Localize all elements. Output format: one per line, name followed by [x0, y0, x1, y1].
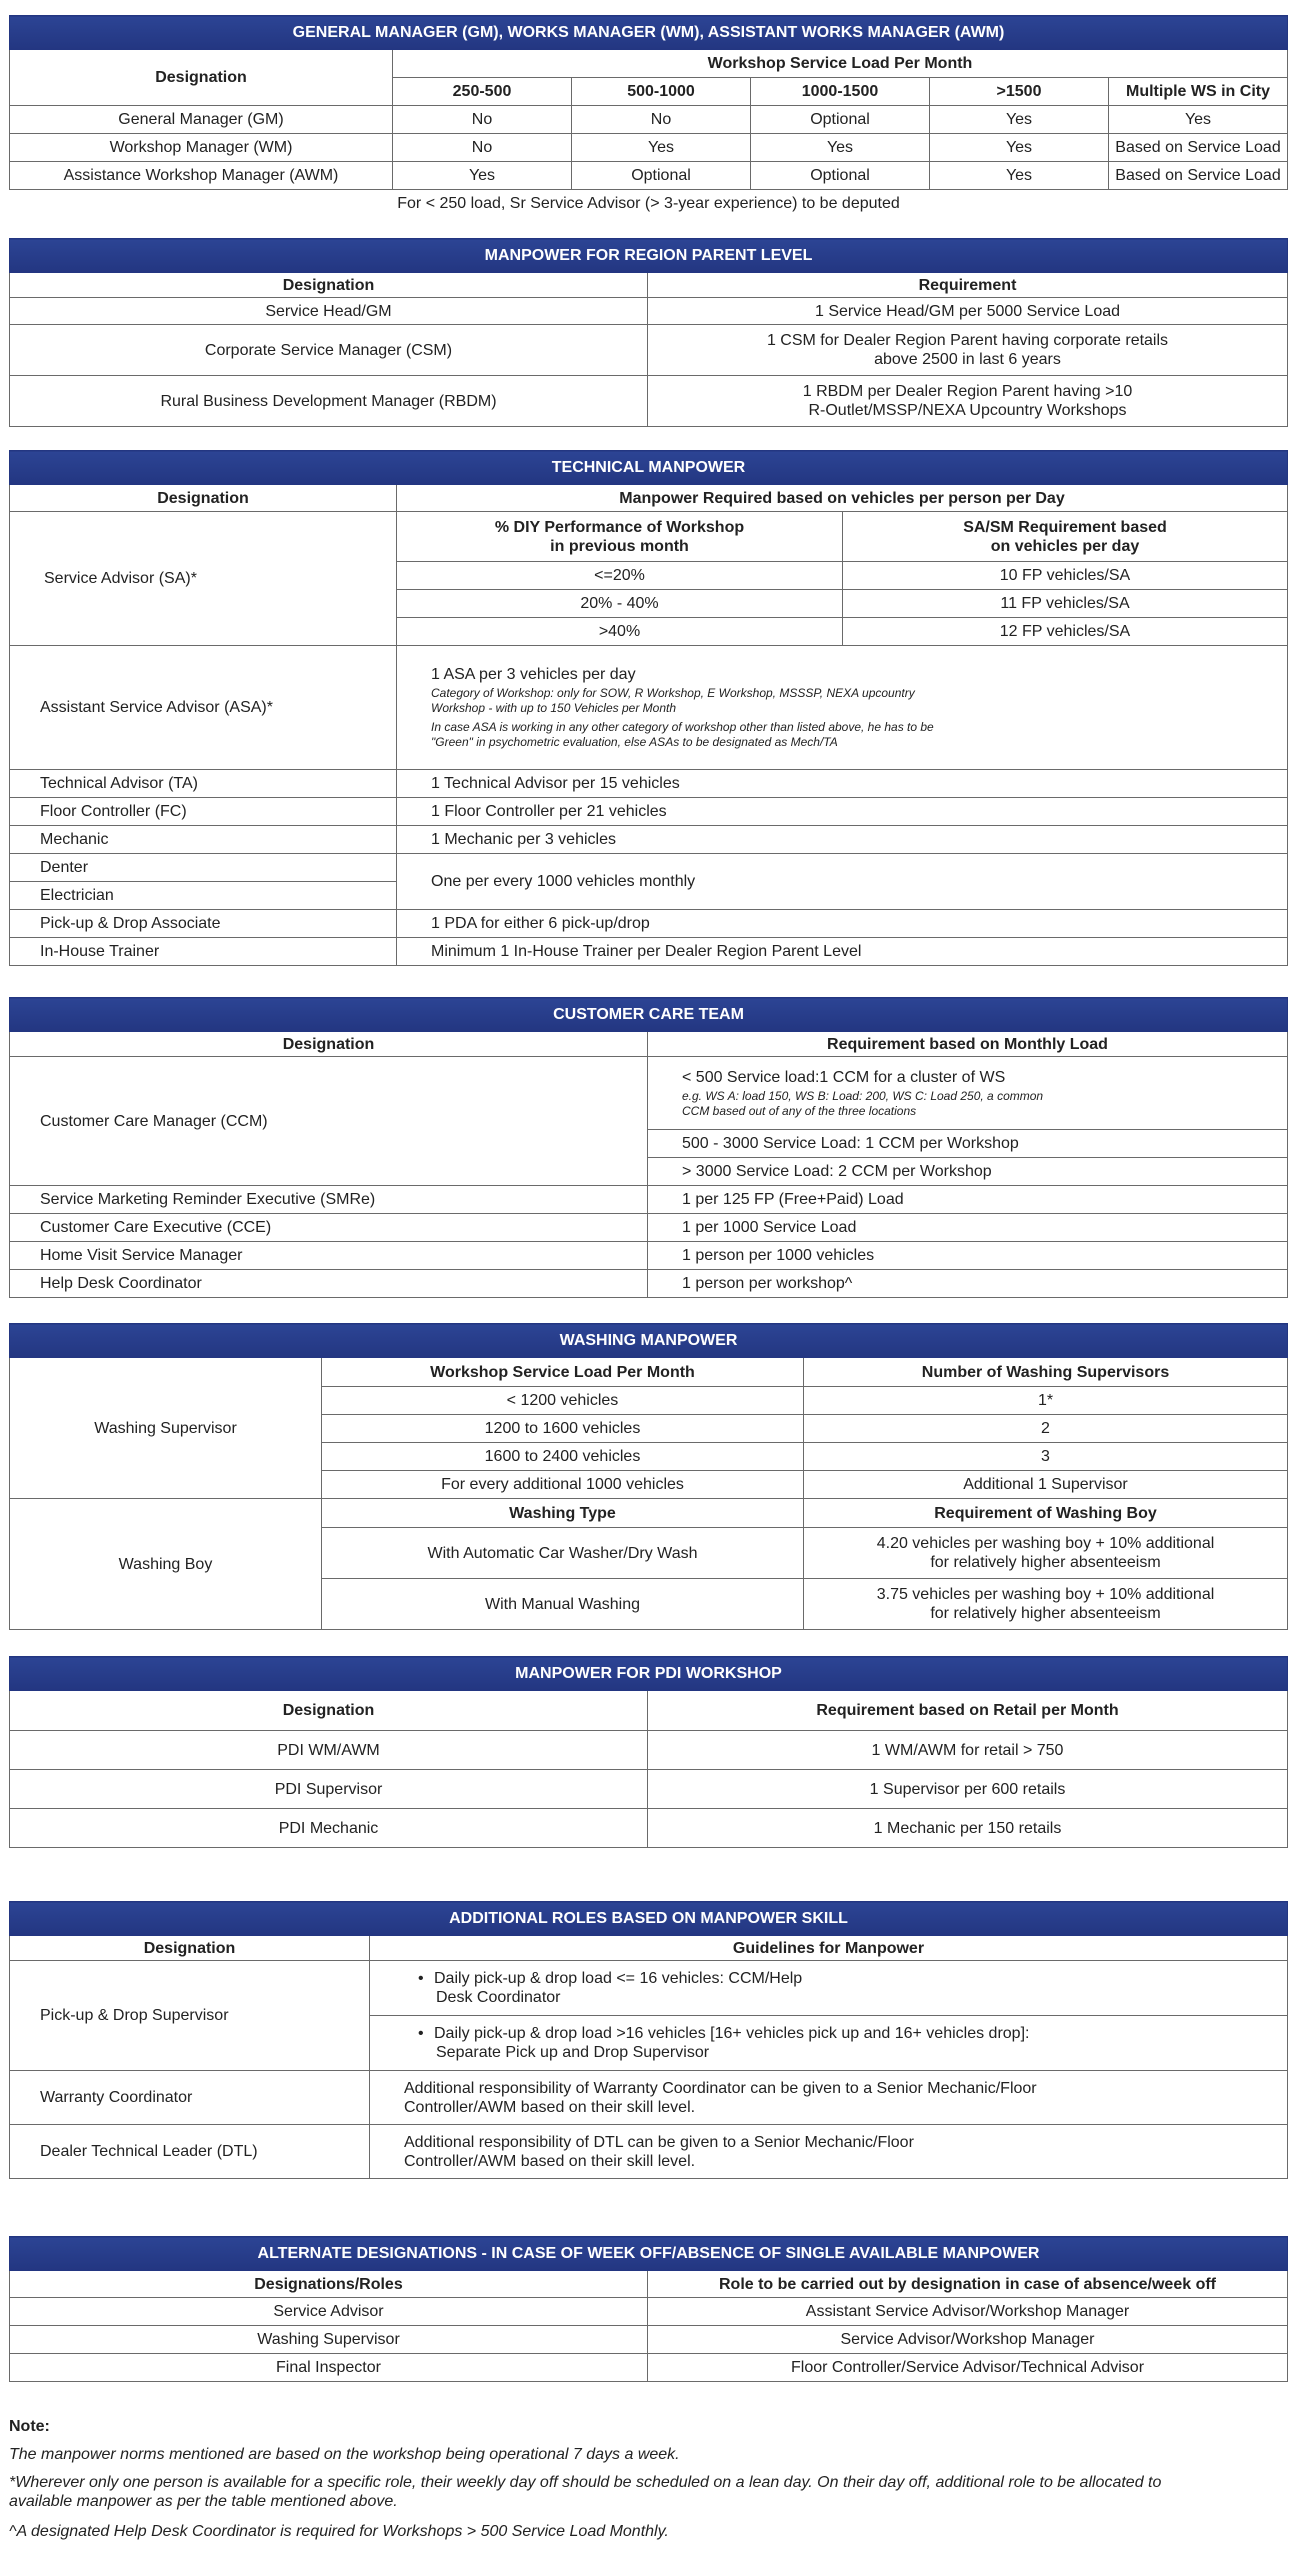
note-text: available manpower as per the table mentioned above.: [9, 2493, 398, 2510]
pds-guideline: [370, 1961, 1288, 2016]
ccm-requirement: [648, 1057, 1288, 1130]
alt-table: [9, 2236, 1288, 2382]
row-label: Customer Care Executive (CCE): [10, 1214, 648, 1242]
cell: >40%: [397, 618, 843, 646]
table-row: [10, 1809, 1288, 1848]
tech-table: [9, 450, 1288, 966]
cell: 500 - 3000 Service Load: 1 CCM per Workshop: [648, 1130, 1288, 1158]
extra-title: ADDITIONAL ROLES BASED ON MANPOWER SKILL: [10, 1902, 1288, 1936]
pds-guideline: [370, 2016, 1288, 2071]
supervisor-label: Washing Supervisor: [10, 1358, 322, 1499]
tech-title: TECHNICAL MANPOWER: [10, 451, 1288, 485]
header-line: % DIY Performance of Workshop: [494, 518, 745, 536]
cell: Service Advisor/Workshop Manager: [648, 2326, 1288, 2354]
table-row: [10, 298, 1288, 325]
care-designation-header: Designation: [10, 1032, 648, 1057]
asa-label: Assistant Service Advisor (ASA)*: [10, 646, 397, 770]
gm-col-header: >1500: [930, 78, 1109, 106]
cell: Yes: [930, 106, 1109, 134]
guideline-line: Daily pick-up & drop load >16 vehicles [16+ vehicles pick up and 16+ vehicles drop]:: [434, 2025, 1030, 2042]
row-label: Electrician: [10, 882, 397, 910]
alt-designation-header: Designations/Roles: [10, 2271, 648, 2298]
extra-guidelines-header: Guidelines for Manpower: [370, 1936, 1288, 1961]
row-label: General Manager (GM): [10, 106, 393, 134]
cell: 1 PDA for either 6 pick-up/drop: [397, 910, 1288, 938]
cell: Yes: [393, 162, 572, 190]
cell-line: for relatively higher absenteeism: [930, 1605, 1161, 1622]
row-label: Final Inspector: [10, 2354, 648, 2382]
care-title: CUSTOMER CARE TEAM: [10, 998, 1288, 1032]
region-requirement-header: Requirement: [648, 273, 1288, 298]
cell: For every additional 1000 vehicles: [322, 1471, 804, 1499]
table-row: [10, 1186, 1288, 1214]
cell: Minimum 1 In-House Trainer per Dealer Region Parent Level: [397, 938, 1288, 966]
row-label: Service Marketing Reminder Executive (SMRe): [10, 1186, 648, 1214]
region-designation-header: Designation: [10, 273, 648, 298]
cell: [648, 376, 1288, 427]
table-row: [10, 854, 1288, 882]
table-row: [10, 106, 1288, 134]
cell: 10 FP vehicles/SA: [843, 562, 1288, 590]
gm-section: [9, 15, 1288, 218]
guideline-line: Separate Pick up and Drop Supervisor: [436, 2044, 710, 2061]
cell: With Manual Washing: [322, 1579, 804, 1630]
cell: Floor Controller/Service Advisor/Technical Advisor: [648, 2354, 1288, 2382]
table-row: [10, 938, 1288, 966]
pds-label: Pick-up & Drop Supervisor: [10, 1961, 370, 2071]
notes-heading: Note:: [9, 2418, 50, 2435]
cell: 1600 to 2400 vehicles: [322, 1443, 804, 1471]
note-line: The manpower norms mentioned are based on the workshop being operational 7 days a week.: [9, 2446, 680, 2463]
bullet-icon: •: [418, 1970, 424, 1987]
cell: 1 per 1000 Service Load: [648, 1214, 1288, 1242]
wash-table: [9, 1323, 1288, 1630]
cell: Yes: [930, 134, 1109, 162]
cell: 1 person per workshop^: [648, 1270, 1288, 1298]
tech-section: [9, 450, 1288, 966]
sa-label: Service Advisor (SA)*: [10, 512, 397, 646]
cell: [648, 325, 1288, 376]
gm-footnote: For < 250 load, Sr Service Advisor (> 3-year experience) to be deputed: [397, 195, 900, 212]
cell-line: 1 RBDM per Dealer Region Parent having >10: [802, 383, 1133, 400]
tech-designation-header: Designation: [10, 485, 397, 512]
cell: Optional: [751, 106, 930, 134]
table-row: [10, 1214, 1288, 1242]
washing-boy-label: Washing Boy: [10, 1499, 322, 1630]
note-text: *Wherever only one person is available for a specific role, their weekly day off should be scheduled on a lean day. On their day off, additional role to be allocated to: [9, 2474, 1162, 2491]
cell: 12 FP vehicles/SA: [843, 618, 1288, 646]
cell: <=20%: [397, 562, 843, 590]
cell: 1 per 125 FP (Free+Paid) Load: [648, 1186, 1288, 1214]
table-row: [10, 2326, 1288, 2354]
note-line: [9, 2473, 1288, 2511]
row-label: PDI Supervisor: [10, 1770, 648, 1809]
bullet-icon: •: [418, 2025, 424, 2042]
cell: Yes: [1109, 106, 1288, 134]
header-line: on vehicles per day: [990, 537, 1140, 555]
wash-title: WASHING MANPOWER: [10, 1324, 1288, 1358]
asa-note: Workshop - with up to 150 Vehicles per Month: [431, 701, 677, 715]
cell: 1 WM/AWM for retail > 750: [648, 1731, 1288, 1770]
row-label: Denter: [10, 854, 397, 882]
care-table: [9, 997, 1288, 1298]
cell-line: Controller/AWM based on their skill level.: [404, 2152, 696, 2170]
pdi-table: [9, 1656, 1288, 1848]
region-title: MANPOWER FOR REGION PARENT LEVEL: [10, 239, 1288, 273]
cell: 1 Floor Controller per 21 vehicles: [397, 798, 1288, 826]
row-label: Dealer Technical Leader (DTL): [10, 2125, 370, 2179]
cell: Based on Service Load: [1109, 134, 1288, 162]
pdi-section: [9, 1656, 1288, 1848]
table-row: [10, 162, 1288, 190]
row-label: Workshop Manager (WM): [10, 134, 393, 162]
cell: Yes: [930, 162, 1109, 190]
cell: 1 person per 1000 vehicles: [648, 1242, 1288, 1270]
row-label: Pick-up & Drop Associate: [10, 910, 397, 938]
gm-col-header: 1000-1500: [751, 78, 930, 106]
cell: Yes: [572, 134, 751, 162]
cell-line: R-Outlet/MSSP/NEXA Upcountry Workshops: [808, 402, 1127, 419]
asa-main: 1 ASA per 3 vehicles per day: [431, 666, 636, 683]
table-row: [10, 2298, 1288, 2326]
cell: < 1200 vehicles: [322, 1387, 804, 1415]
row-label: Service Head/GM: [10, 298, 648, 325]
row-label: Mechanic: [10, 826, 397, 854]
gm-col-header: 500-1000: [572, 78, 751, 106]
table-row: [10, 2354, 1288, 2382]
row-label: Home Visit Service Manager: [10, 1242, 648, 1270]
cell-line: Additional responsibility of DTL can be given to a Senior Mechanic/Floor: [404, 2133, 914, 2151]
cell: Optional: [751, 162, 930, 190]
cell-line: Controller/AWM based on their skill level.: [404, 2098, 696, 2116]
ccm-label: Customer Care Manager (CCM): [10, 1057, 648, 1186]
tech-requirement-header: Manpower Required based on vehicles per person per Day: [397, 485, 1288, 512]
cell: [648, 298, 1288, 325]
cell: No: [572, 106, 751, 134]
row-label: Technical Advisor (TA): [10, 770, 397, 798]
cell: With Automatic Car Washer/Dry Wash: [322, 1528, 804, 1579]
pdi-requirement-header: Requirement based on Retail per Month: [648, 1691, 1288, 1731]
cell: > 3000 Service Load: 2 CCM per Workshop: [648, 1158, 1288, 1186]
row-label: Assistance Workshop Manager (AWM): [10, 162, 393, 190]
pdi-title: MANPOWER FOR PDI WORKSHOP: [10, 1657, 1288, 1691]
asa-note: Category of Workshop: only for SOW, R Workshop, E Workshop, MSSSP, NEXA upcountry: [431, 686, 915, 700]
supervisor-load-header: Workshop Service Load Per Month: [322, 1358, 804, 1387]
cell: Based on Service Load: [1109, 162, 1288, 190]
cell-line: above 2500 in last 6 years: [874, 351, 1061, 368]
washing-type-header: Washing Type: [322, 1499, 804, 1528]
table-row: [10, 646, 1288, 770]
cell: 20% - 40%: [397, 590, 843, 618]
cell-line: Additional responsibility of Warranty Coordinator can be given to a Senior Mechanic/Floor: [404, 2079, 1037, 2097]
cell: [804, 1579, 1288, 1630]
pdi-designation-header: Designation: [10, 1691, 648, 1731]
asa-note: "Green" in psychometric evaluation, else ASAs to be designated as Mech/TA: [431, 735, 838, 749]
cell: 2: [804, 1415, 1288, 1443]
alt-role-header: Role to be carried out by designation in case of absence/week off: [648, 2271, 1288, 2298]
row-label: PDI WM/AWM: [10, 1731, 648, 1770]
cell: 1 Mechanic per 150 retails: [648, 1809, 1288, 1848]
row-label: Service Advisor: [10, 2298, 648, 2326]
row-label: Washing Supervisor: [10, 2326, 648, 2354]
row-label: Corporate Service Manager (CSM): [10, 325, 648, 376]
ccm-note: CCM based out of any of the three locations: [682, 1103, 917, 1118]
row-label: Floor Controller (FC): [10, 798, 397, 826]
guideline-line: Desk Coordinator: [436, 1989, 561, 2006]
cell: 1 Mechanic per 3 vehicles: [397, 826, 1288, 854]
cell: Assistant Service Advisor/Workshop Manager: [648, 2298, 1288, 2326]
row-label: Rural Business Development Manager (RBDM): [10, 376, 648, 427]
header-line: SA/SM Requirement based: [963, 518, 1167, 536]
cell: No: [393, 134, 572, 162]
table-row: [10, 1242, 1288, 1270]
table-row: [10, 376, 1288, 427]
cell-line: 1 CSM for Dealer Region Parent having corporate retails: [766, 332, 1169, 349]
table-row: [10, 770, 1288, 798]
cell: 3: [804, 1443, 1288, 1471]
care-requirement-header: Requirement based on Monthly Load: [648, 1032, 1288, 1057]
cell: 1 Technical Advisor per 15 vehicles: [397, 770, 1288, 798]
cell: Additional 1 Supervisor: [804, 1471, 1288, 1499]
cell: 11 FP vehicles/SA: [843, 590, 1288, 618]
row-label: In-House Trainer: [10, 938, 397, 966]
cell: [370, 2125, 1288, 2179]
row-label: Help Desk Coordinator: [10, 1270, 648, 1298]
row-label: PDI Mechanic: [10, 1809, 648, 1848]
note-line: ^A designated Help Desk Coordinator is required for Workshops > 500 Service Load Monthly.: [9, 2523, 669, 2540]
supervisor-count-header: Number of Washing Supervisors: [804, 1358, 1288, 1387]
ccm-line: < 500 Service load:1 CCM for a cluster of WS: [682, 1068, 1006, 1086]
cell: Yes: [751, 134, 930, 162]
row-label: Warranty Coordinator: [10, 2071, 370, 2125]
cell-line: 1 Service Head/GM per 5000 Service Load: [814, 302, 1121, 320]
gm-col-header: Multiple WS in City: [1109, 78, 1288, 106]
cell: No: [393, 106, 572, 134]
wash-section: [9, 1323, 1288, 1630]
gm-designation-header: Designation: [10, 50, 393, 106]
cell-line: for relatively higher absenteeism: [930, 1554, 1161, 1571]
asa-requirement: [397, 646, 1288, 770]
cell-line: 4.20 vehicles per washing boy + 10% additional: [876, 1535, 1215, 1552]
extra-table: [9, 1901, 1288, 2179]
ccm-note: e.g. WS A: load 150, WS B: Load: 200, WS C: Load 250, a common: [682, 1088, 1044, 1103]
table-row: [10, 2125, 1288, 2179]
gm-title: GENERAL MANAGER (GM), WORKS MANAGER (WM), ASSISTANT WORKS MANAGER (AWM): [10, 16, 1288, 50]
gm-col-header: 250-500: [393, 78, 572, 106]
cell: One per every 1000 vehicles monthly: [397, 854, 1288, 910]
table-row: [10, 1731, 1288, 1770]
gm-table: [9, 15, 1288, 190]
table-row: [10, 1270, 1288, 1298]
extra-section: [9, 1901, 1288, 2179]
cell: Optional: [572, 162, 751, 190]
sa-diy-header: [397, 512, 843, 562]
cell-line: 3.75 vehicles per washing boy + 10% additional: [876, 1586, 1215, 1603]
care-section: [9, 997, 1288, 1298]
region-section: [9, 238, 1288, 427]
cell: 1 Supervisor per 600 retails: [648, 1770, 1288, 1809]
cell: [370, 2071, 1288, 2125]
alt-section: [9, 2236, 1288, 2382]
washing-boy-requirement-header: Requirement of Washing Boy: [804, 1499, 1288, 1528]
cell: 1*: [804, 1387, 1288, 1415]
alt-title: ALTERNATE DESIGNATIONS - IN CASE OF WEEK OFF/ABSENCE OF SINGLE AVAILABLE MANPOWER: [10, 2237, 1288, 2271]
table-row: [10, 910, 1288, 938]
region-table: [9, 238, 1288, 427]
cell: [804, 1528, 1288, 1579]
cell: 1200 to 1600 vehicles: [322, 1415, 804, 1443]
table-row: [10, 2071, 1288, 2125]
extra-designation-header: Designation: [10, 1936, 370, 1961]
table-row: [10, 798, 1288, 826]
table-row: [10, 826, 1288, 854]
table-row: [10, 325, 1288, 376]
table-row: [10, 1770, 1288, 1809]
asa-note: In case ASA is working in any other category of workshop other than listed above, he has to be: [431, 720, 934, 734]
sa-requirement-header: [843, 512, 1288, 562]
guideline-line: Daily pick-up & drop load <= 16 vehicles: CCM/Help: [434, 1970, 803, 1987]
gm-load-header: Workshop Service Load Per Month: [393, 50, 1288, 78]
header-line: in previous month: [550, 537, 689, 555]
table-row: [10, 134, 1288, 162]
